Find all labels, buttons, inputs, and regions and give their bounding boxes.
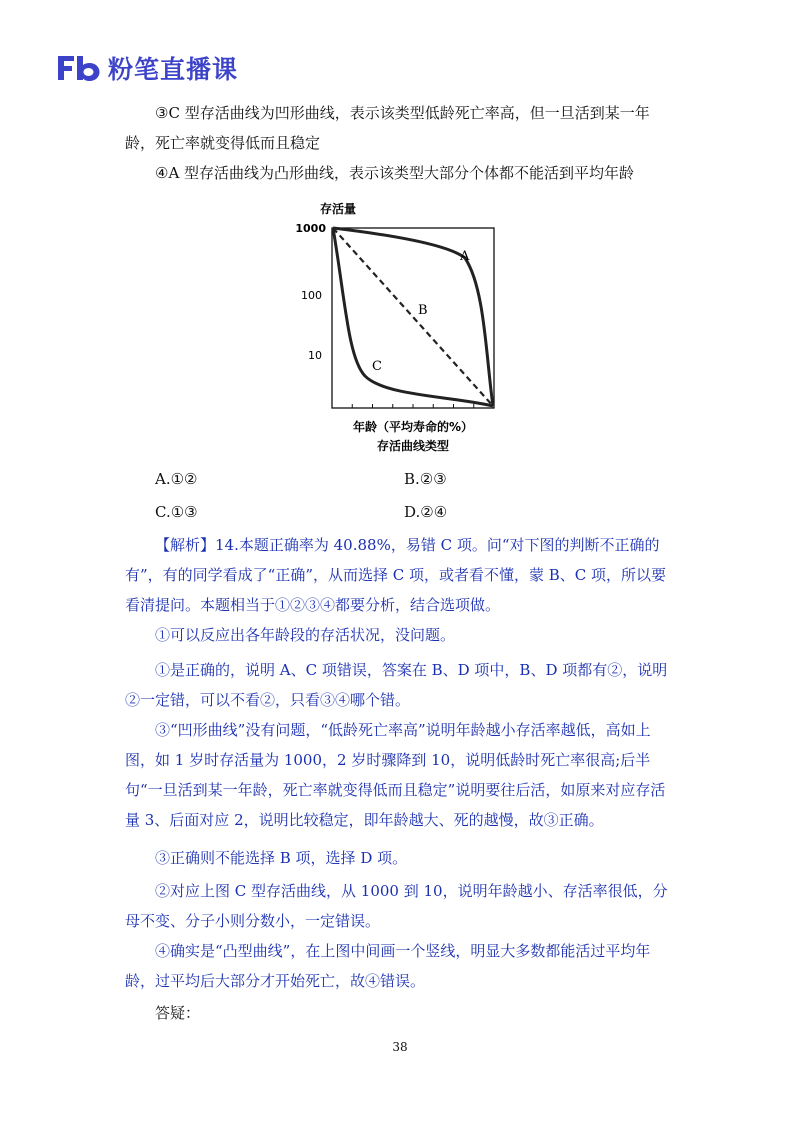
analysis-tag: 【解析】	[155, 536, 216, 554]
answer-question-label: 答疑：	[155, 1004, 201, 1022]
chart-svg	[290, 198, 510, 460]
option-b[interactable]: B.②③	[404, 470, 447, 488]
y-tick-1000: 1000	[295, 222, 326, 235]
chart-caption: 存活曲线类型	[376, 439, 450, 453]
y-tick-100: 100	[301, 289, 322, 302]
y-tick-10: 10	[308, 349, 322, 362]
y-axis-label: 存活量	[320, 202, 357, 216]
label-c: C	[372, 359, 382, 374]
page-number: 38	[392, 1040, 408, 1054]
x-axis-label: 年龄（平均寿命的%）	[352, 420, 474, 434]
label-b: B	[418, 303, 428, 318]
analysis-intro-text: 14.本题正确率为 40.88%，易错 C 项。问“对下图的判断不正确的有”，有的同学看成了“正确”，从而选择 C 项，或者看不懂，蒙 B、C 项，所以要看清提问。本题相当于①②③④都要分析，结合选项做。	[125, 536, 667, 614]
analysis-paragraph: ③“凹形曲线”没有问题，“低龄死亡率高”说明年龄越小存活率越低，高如上图，如 1 岁时存活量为 1000，2 岁时骤降到 10，说明低龄时死亡率很高;后半句“一旦活到某一年龄，死亡率就变得低而且稳定”说明要往后活，如原来对应存活量 3、后面对应 2，说明比较稳定，即年龄越大、死的越慢，故③正确。	[125, 721, 666, 829]
statement-3: ③C 型存活曲线为凹形曲线，表示该类型低龄死亡率高，但一旦活到某一年龄，死亡率就变得低而且稳定	[125, 104, 650, 152]
option-a[interactable]: A.①②	[155, 470, 198, 488]
fb-logo-icon	[56, 53, 102, 83]
analysis-paragraph: ③正确则不能选择 B 项，选择 D 项。	[155, 849, 408, 867]
analysis-paragraph: ①是正确的，说明 A、C 项错误，答案在 B、D 项中，B、D 项都有②，说明②一定错，可以不看②，只看③④哪个错。	[125, 661, 668, 709]
analysis-intro	[125, 530, 675, 620]
analysis-paragraph: ④确实是“凸型曲线”，在上图中间画一个竖线，明显大多数都能活过平均年龄，过平均后大部分才开始死亡，故④错误。	[125, 942, 651, 990]
label-a: A	[460, 249, 470, 264]
option-d[interactable]: D.②④	[404, 503, 448, 521]
option-c[interactable]: C.①③	[155, 503, 198, 521]
brand-logo	[56, 50, 238, 86]
brand-text: 粉笔直播课	[108, 55, 239, 84]
statement-4: ④A 型存活曲线为凸形曲线，表示该类型大部分个体都不能活到平均年龄	[155, 164, 635, 182]
analysis-paragraph: ①可以反应出各年龄段的存活状况，没问题。	[155, 626, 456, 644]
survival-curve-chart	[290, 198, 510, 460]
analysis-paragraph: ②对应上图 C 型存活曲线，从 1000 到 10，说明年龄越小、存活率很低，分母不变、分子小则分数小，一定错误。	[125, 882, 668, 930]
